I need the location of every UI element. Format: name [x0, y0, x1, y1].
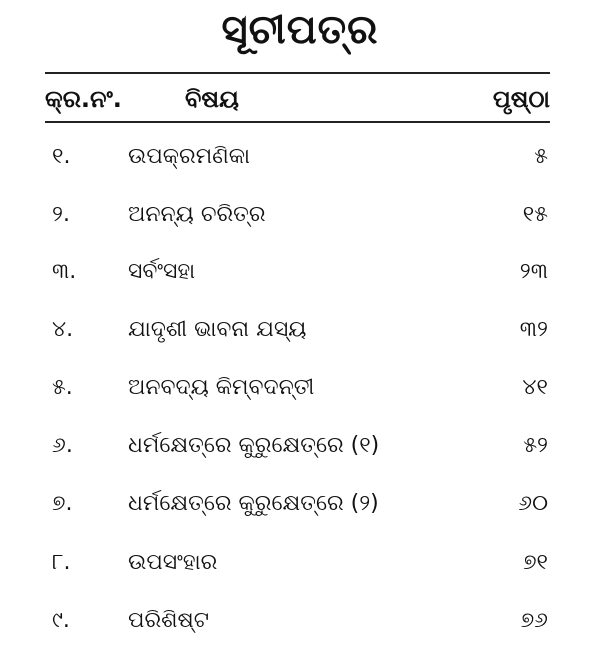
contents-row-8 — [0, 543, 600, 583]
row-subject: ଧର୍ମକ୍ଷେତ୍ରେ କୁରୁକ୍ଷେତ୍ରେ (୨) — [128, 491, 379, 516]
contents-row-4 — [0, 310, 600, 350]
row-subject: ଧର୍ମକ୍ଷେତ୍ରେ କୁରୁକ୍ଷେତ୍ରେ (୧) — [128, 433, 380, 458]
contents-row-6 — [0, 426, 600, 466]
row-subject: ଅନନ୍ୟ ଚରିତ୍ର — [128, 202, 266, 227]
top-divider — [45, 72, 550, 74]
row-serial: ୨. — [52, 202, 70, 227]
row-subject: ସର୍ବଂସହା — [128, 259, 196, 284]
row-serial: ୪. — [52, 317, 74, 342]
contents-row-9 — [0, 601, 600, 641]
contents-row-7 — [0, 484, 600, 524]
row-page-number: ୧୫ — [522, 202, 548, 227]
row-page-number: ୩୨ — [519, 317, 548, 342]
row-subject: ପରିଶିଷ୍ଟ — [128, 608, 209, 633]
row-serial: ୭. — [52, 491, 73, 516]
header-divider — [45, 121, 550, 123]
row-page-number: ୪୧ — [522, 375, 548, 400]
row-serial: ୬. — [52, 433, 73, 458]
row-page-number: ୫୨ — [523, 433, 548, 458]
page-title: ସୂଚୀପତ୍ର — [221, 7, 379, 53]
row-serial: ୫. — [52, 375, 73, 400]
row-page-number: ୭୧ — [523, 550, 548, 575]
row-page-number: ୨୩ — [519, 259, 548, 284]
row-page-number: ୭୬ — [520, 608, 548, 633]
contents-row-1 — [0, 137, 600, 177]
subject-header: ବିଷୟ — [185, 85, 239, 113]
contents-row-5 — [0, 368, 600, 408]
row-page-number: ୬୦ — [518, 491, 548, 516]
page-number-header: ପୃଷ୍ଠା — [492, 85, 550, 113]
row-serial: ୮. — [52, 550, 71, 575]
row-subject: ଯାଦୃଶୀ ଭାବନା ଯସ୍ୟ — [128, 317, 307, 342]
serial-number-header: କ୍ର.ନଂ. — [45, 85, 122, 113]
row-subject: ଅନବଦ୍ୟ କିମ୍ବଦନ୍ତୀ — [128, 375, 315, 400]
row-serial: ୩. — [52, 259, 77, 284]
row-serial: ୧. — [52, 144, 71, 169]
row-subject: ଉପକ୍ରମଣିକା — [128, 144, 251, 169]
contents-row-3 — [0, 252, 600, 292]
row-subject: ଉପସଂହାର — [128, 550, 218, 575]
contents-row-2 — [0, 195, 600, 235]
row-page-number: ୫ — [534, 144, 548, 169]
row-serial: ୯. — [52, 608, 70, 633]
